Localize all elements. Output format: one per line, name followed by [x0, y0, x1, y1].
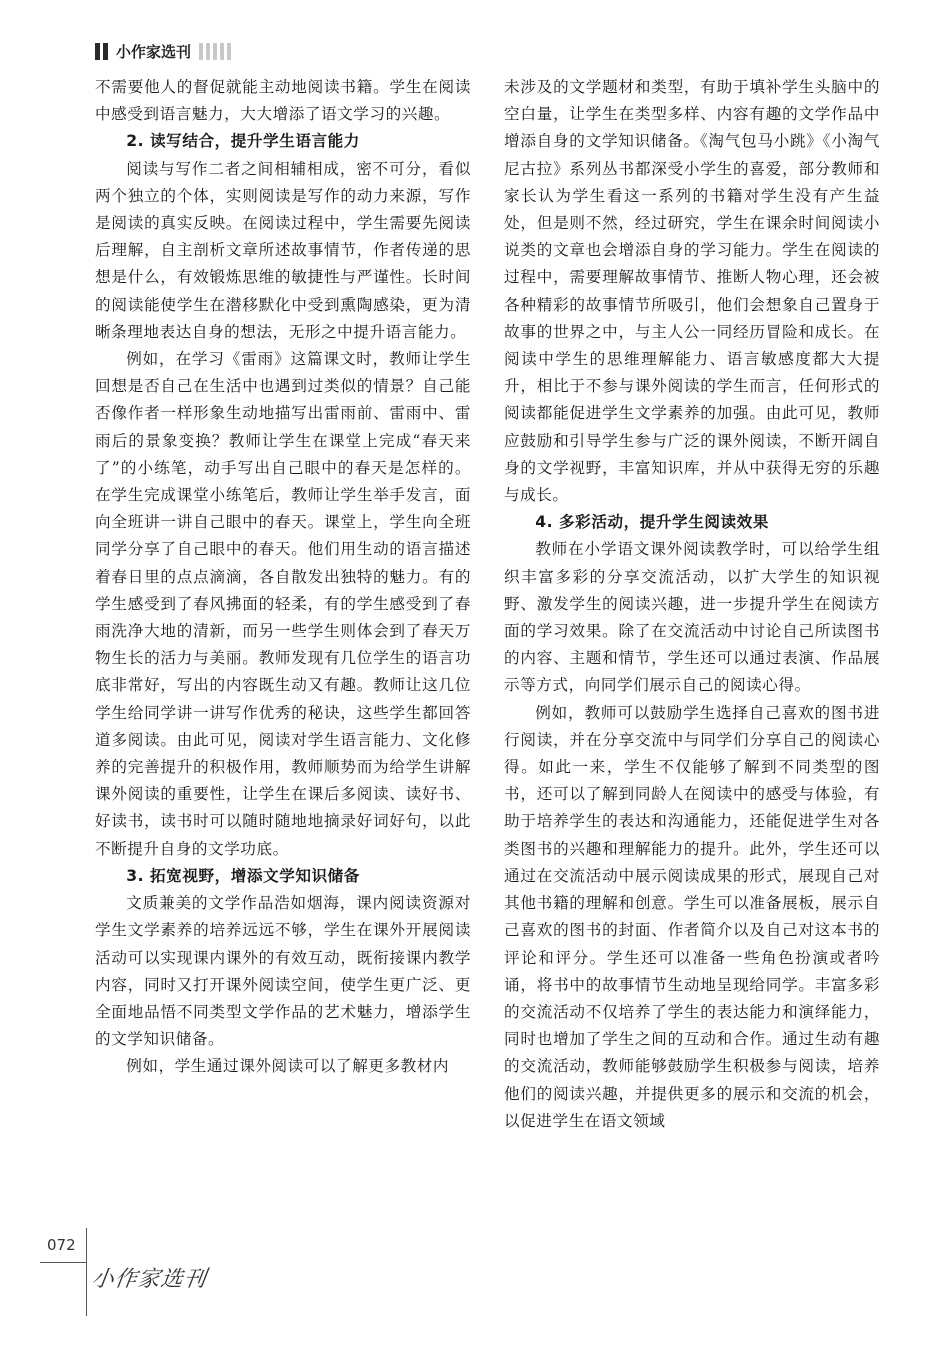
header-bars-light	[199, 43, 231, 60]
paragraph: 阅读与写作二者之间相辅相成，密不可分，看似两个独立的个体，实则阅读是写作的动力来源，写作是阅读的真实反映。在阅读过程中，学生需要先阅读后理解，自主剖析文章所述故事情节，作者传递的思想是什么，有效锻炼思维的敏捷性与严谨性。长时间的阅读能使学生在潜移默化中受到熏陶感染，更为清晰条理地表达自身的想法，无形之中提升语言能力。	[95, 159, 471, 341]
page-number: 072	[47, 1236, 76, 1254]
running-header	[95, 38, 239, 64]
paragraph: 例如，学生通过课外阅读可以了解更多教材内	[126, 1057, 450, 1076]
section-heading: 3. 拓宽视野，增添文学知识储备	[126, 866, 360, 885]
footer-logo: 小作家选刊	[89, 1267, 209, 1292]
right-column	[504, 74, 880, 1135]
header-bars-dark	[95, 43, 108, 60]
paragraph: 不需要他人的督促就能主动地阅读书籍。学生在阅读中感受到语言魅力，大大增添了语文学习的兴趣。	[95, 78, 471, 124]
paragraph: 文质兼美的文学作品浩如烟海，课内阅读资源对学生文学素养的培养远远不够，学生在课外开展阅读活动可以实现课内课外的有效互动，既衔接课内教学内容，同时又打开课外阅读空间，使学生更广泛、更全面地品悟不同类型文学作品的艺术魅力，增添学生的文学知识储备。	[95, 894, 471, 1049]
journal-title: 小作家选刊	[116, 42, 192, 61]
paragraph: 例如，教师可以鼓励学生选择自己喜欢的图书进行阅读，并在分享交流中与同学们分享自己的阅读心得。如此一来，学生不仅能够了解到不同类型的图书，还可以了解到同龄人在阅读中的感受与体验，有助于培养学生的表达和沟通能力，还能促进学生对各类图书的兴趣和理解能力的提升。此外，学生还可以通过在交流活动中展示阅读成果的形式，展现自己对其他书籍的理解和创意。学生可以准备展板，展示自己喜欢的图书的封面、作者简介以及自己对这本书的评论和评分。学生还可以准备一些角色扮演或者吟诵，将书中的故事情节生动地呈现给同学。丰富多彩的交流活动不仅培养了学生的表达能力和演绎能力，同时也增加了学生之间的互动和合作。通过生动有趣的交流活动，教师能够鼓励学生积极参与阅读，培养他们的阅读兴趣，并提供更多的展示和交流的机会，以促进学生在语文领域	[504, 703, 880, 1130]
paragraph: 未涉及的文学题材和类型，有助于填补学生头脑中的空白量，让学生在类型多样、内容有趣的文学作品中增添自身的文学知识储备。《淘气包马小跳》《小淘气尼古拉》系列丛书都深受小学生的喜爱，部分教师和家长认为学生看这一系列的书籍对学生没有产生益处，但是则不然，经过研究，学生在课余时间阅读小说类的文章也会增添自身的学习能力。学生在阅读的过程中，需要理解故事情节、推断人物心理，还会被各种精彩的故事情节所吸引，他们会想象自己置身于故事的世界之中，与主人公一同经历冒险和成长。在阅读中学生的思维理解能力、语言敏感度都大大提升，相比于不参与课外阅读的学生而言，任何形式的阅读都能促进学生文学素养的加强。由此可见，教师应鼓励和引导学生参与广泛的课外阅读，不断开阔自身的文学视野，丰富知识库，并从中获得无穷的乐趣与成长。	[504, 78, 880, 505]
footer-vertical-rule	[86, 1228, 87, 1316]
section-heading: 2. 读写结合，提升学生语言能力	[126, 132, 360, 151]
left-column	[95, 74, 471, 1081]
footer-horizontal-rule	[40, 1262, 86, 1263]
section-heading: 4. 多彩活动，提升学生阅读效果	[535, 513, 769, 532]
paragraph: 教师在小学语文课外阅读教学时，可以给学生组织丰富多彩的分享交流活动，以扩大学生的知识视野、激发学生的阅读兴趣，进一步提升学生在阅读方面的学习效果。除了在交流活动中讨论自己所读图书的内容、主题和情节，学生还可以通过表演、作品展示等方式，向同学们展示自己的阅读心得。	[504, 540, 880, 695]
paragraph: 例如，在学习《雷雨》这篇课文时，教师让学生回想是否自己在生活中也遇到过类似的情景？自己能否像作者一样形象生动地描写出雷雨前、雷雨中、雷雨后的景象变换？教师让学生在课堂上完成“春天来了”的小练笔，动手写出自己眼中的春天是怎样的。在学生完成课堂小练笔后，教师让学生举手发言，面向全班讲一讲自己眼中的春天。课堂上，学生向全班同学分享了自己眼中的春天。他们用生动的语言描述着春日里的点点滴滴，各自散发出独特的魅力。有的学生感受到了春风拂面的轻柔，有的学生感受到了春雨洗净大地的清新，而另一些学生则体会到了春天万物生长的活力与美丽。教师发现有几位学生的语言功底非常好，写出的内容既生动又有趣。教师让这几位学生给同学讲一讲写作优秀的秘诀，这些学生都回答道多阅读。由此可见，阅读对学生语言能力、文化修养的完善提升的积极作用，教师顺势而为给学生讲解课外阅读的重要性，让学生在课后多阅读、读好书、好读书，读书时可以随时随地地摘录好词好句，以此不断提升自身的文学功底。	[95, 350, 471, 858]
